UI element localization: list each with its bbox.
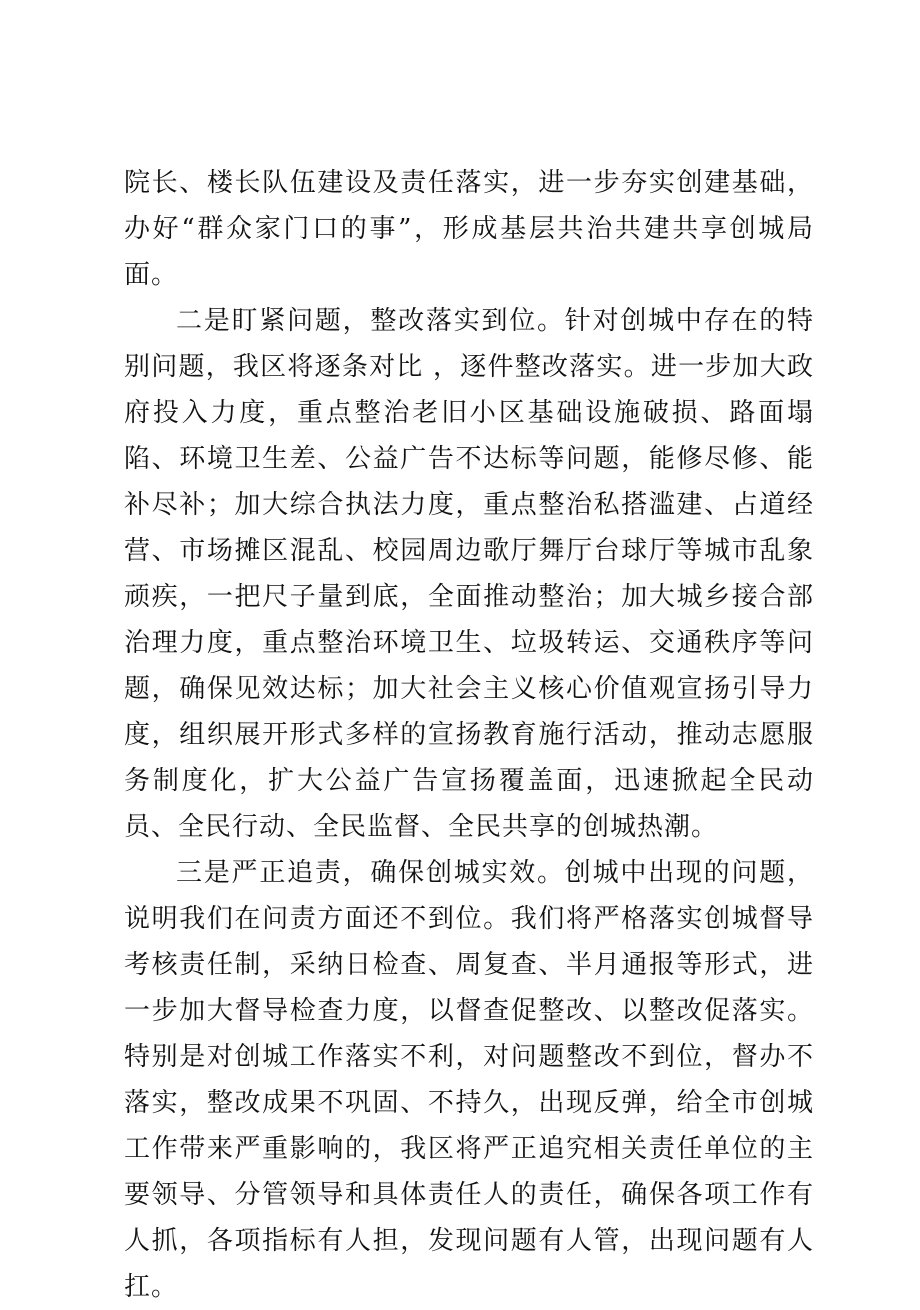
paragraph-continuation: 院长、楼长队伍建设及责任落实，进一步夯实创建基础，办好“群众家门口的事”，形成基层共治共建共享创城局面。: [124, 168, 814, 290]
document-page: [124, 160, 814, 1310]
paragraph-accountability: 三是严正追责，确保创城实效。创城中出现的问题，说明我们在问责方面还不到位。我们将严格落实创城督导考核责任制，采纳日检查、周复查、半月通报等形式，进一步加大督导检查力度，以督查促整改、以整改促落实。特别是对创城工作落实不利，对问题整改不到位，督办不落实，整改成果不巩固、不持久，出现反弹，给全市创城工作带来严重影响的，我区将严正追究相关责任单位的主要领导、分管领导和具体责任人的责任，确保各项工作有人抓，各项指标有人担，发现问题有人管，出现问题有人扛。: [124, 858, 814, 1302]
paragraph-rectification: 二是盯紧问题，整改落实到位。针对创城中存在的特别问题，我区将逐条对比 ，逐件整改落实。进一步加大政府投入力度，重点整治老旧小区基础设施破损、路面塌陷、环境卫生差、公益广告不达标等问题，能修尽修、能补尽补；加大综合执法力度，重点整治私搭滥建、占道经营、市场摊区混乱、校园周边歌厅舞厅台球厅等城市乱象顽疾，一把尺子量到底，全面推动整治；加大城乡接合部治理力度，重点整治环境卫生、垃圾转运、交通秩序等问题，确保见效达标；加大社会主义核心价值观宣扬引导力度，组织展开形式多样的宣扬教育施行活动，推动志愿服务制度化，扩大公益广告宣扬覆盖面，迅速掀起全民动员、全民行动、全民监督、全民共享的创城热潮。: [124, 306, 814, 842]
